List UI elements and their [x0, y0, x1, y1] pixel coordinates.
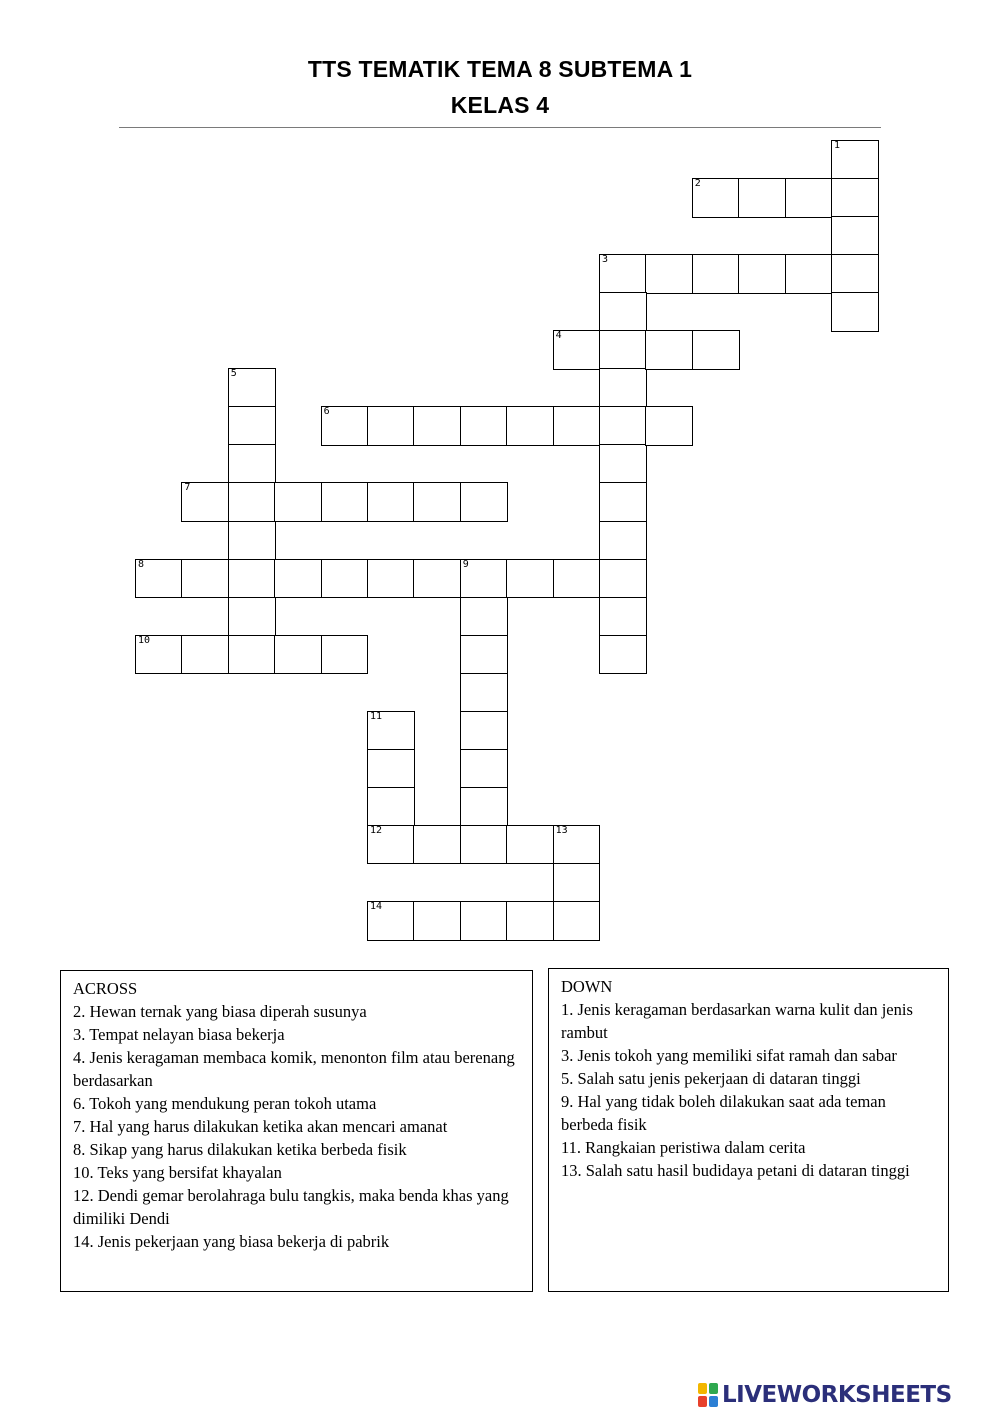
crossword-cell[interactable]	[367, 559, 415, 599]
clue-number: 13	[555, 824, 568, 836]
crossword-cell[interactable]	[506, 406, 554, 446]
crossword-cell[interactable]	[413, 559, 461, 599]
clue-number: 10	[138, 634, 151, 646]
crossword-cell[interactable]	[367, 787, 415, 827]
crossword-cell[interactable]	[553, 406, 601, 446]
crossword-cell[interactable]	[460, 559, 508, 599]
crossword-cell[interactable]	[645, 254, 693, 294]
crossword-cell[interactable]	[228, 597, 276, 637]
crossword-cell[interactable]	[135, 559, 183, 599]
crossword-cell[interactable]	[460, 673, 508, 713]
across-clue: 8. Sikap yang harus dilakukan ketika berbeda fisik	[73, 1140, 407, 1159]
across-clue: 3. Tempat nelayan biasa bekerja	[73, 1025, 285, 1044]
crossword-cell[interactable]	[413, 901, 461, 941]
down-heading: DOWN	[561, 977, 613, 996]
crossword-cell[interactable]	[274, 635, 322, 675]
clue-number: 3	[602, 254, 609, 266]
crossword-cell[interactable]	[553, 825, 601, 865]
crossword-cell[interactable]	[321, 559, 369, 599]
crossword-cell[interactable]	[553, 863, 601, 903]
clue-number: 8	[138, 558, 145, 570]
crossword-cell[interactable]	[599, 444, 647, 484]
crossword-cell[interactable]	[692, 178, 740, 218]
crossword-cell[interactable]	[831, 254, 879, 294]
worksheet-subtitle: KELAS 4	[450, 92, 550, 118]
down-clue: 9. Hal yang tidak boleh dilakukan saat ada teman berbeda fisik	[561, 1092, 886, 1134]
crossword-cell[interactable]	[785, 254, 833, 294]
crossword-cell[interactable]	[460, 597, 508, 637]
crossword-cell[interactable]	[460, 825, 508, 865]
crossword-cell[interactable]	[460, 711, 508, 751]
clue-number: 4	[555, 330, 562, 342]
crossword-cell[interactable]	[228, 444, 276, 484]
crossword-cell[interactable]	[599, 406, 647, 446]
clue-number: 14	[370, 901, 383, 912]
crossword-cell[interactable]	[738, 178, 786, 218]
crossword-cell[interactable]	[831, 292, 879, 332]
crossword-cell[interactable]	[460, 787, 508, 827]
clue-number: 11	[370, 710, 383, 722]
clue-number: 9	[462, 558, 469, 570]
crossword-cell[interactable]	[599, 254, 647, 294]
down-clue: 13. Salah satu hasil budidaya petani di dataran tinggi	[561, 1161, 910, 1180]
crossword-cell[interactable]	[460, 482, 508, 522]
across-clue: 12. Dendi gemar berolahraga bulu tangkis, maka benda khas yang dimiliki Dendi	[73, 1186, 509, 1228]
crossword-cell[interactable]	[413, 825, 461, 865]
crossword-cell[interactable]	[181, 482, 229, 522]
down-clue: 11. Rangkaian peristiwa dalam cerita	[561, 1138, 806, 1157]
clue-number: 12	[370, 824, 383, 836]
crossword-cell[interactable]	[367, 406, 415, 446]
across-clue: 2. Hewan ternak yang biasa diperah susunya	[73, 1002, 367, 1021]
crossword-cell[interactable]	[831, 178, 879, 218]
crossword-cell[interactable]	[692, 254, 740, 294]
crossword-cell[interactable]	[831, 216, 879, 256]
crossword-cell[interactable]	[413, 406, 461, 446]
crossword-cell[interactable]	[553, 559, 601, 599]
across-heading: ACROSS	[73, 979, 138, 998]
crossword-cell[interactable]	[785, 178, 833, 218]
crossword-cell[interactable]	[367, 825, 415, 865]
crossword-cell[interactable]	[506, 559, 554, 599]
crossword-cell[interactable]	[228, 482, 276, 522]
crossword-cell[interactable]	[367, 711, 415, 751]
crossword-cell[interactable]	[321, 406, 369, 446]
down-clue: 3. Jenis tokoh yang memiliki sifat ramah dan sabar	[561, 1046, 897, 1065]
crossword-cell[interactable]	[228, 368, 276, 408]
clue-number: 1	[834, 140, 841, 151]
crossword-cell[interactable]	[460, 901, 508, 941]
crossword-cell[interactable]	[599, 521, 647, 561]
crossword-cell[interactable]	[738, 254, 786, 294]
across-clue: 10. Teks yang bersifat khayalan	[73, 1163, 282, 1182]
down-clue: 5. Salah satu jenis pekerjaan di dataran tinggi	[561, 1069, 861, 1088]
liveworksheets-logo-icon	[697, 1382, 719, 1408]
crossword-cell[interactable]	[228, 521, 276, 561]
crossword-cell[interactable]	[692, 330, 740, 370]
crossword-cell[interactable]	[367, 482, 415, 522]
across-clue: 6. Tokoh yang mendukung peran tokoh utama	[73, 1094, 377, 1113]
crossword-cell[interactable]	[367, 901, 415, 941]
clue-number: 7	[184, 482, 191, 494]
across-clue: 14. Jenis pekerjaan yang biasa bekerja di pabrik	[73, 1232, 390, 1251]
crossword-cell[interactable]	[645, 406, 693, 446]
worksheet-title: TTS TEMATIK TEMA 8 SUBTEMA 1	[307, 56, 693, 82]
crossword-cell[interactable]	[553, 901, 601, 941]
clue-number: 6	[323, 406, 330, 418]
crossword-cell[interactable]	[274, 559, 322, 599]
across-clues-box	[60, 970, 533, 1292]
down-clue-list	[561, 998, 936, 1182]
logo-text: LIVEWORKSHEETS	[722, 1382, 952, 1408]
down-clue: 1. Jenis keragaman berdasarkan warna kulit dan jenis rambut	[561, 1000, 913, 1042]
crossword-cell[interactable]	[645, 330, 693, 370]
clue-number: 5	[230, 368, 237, 380]
crossword-cell[interactable]	[599, 368, 647, 408]
crossword-cell[interactable]	[413, 482, 461, 522]
across-clue: 7. Hal yang harus dilakukan ketika akan mencari amanat	[73, 1117, 448, 1136]
crossword-cell[interactable]	[460, 635, 508, 675]
clue-number: 2	[694, 178, 701, 190]
crossword-cell[interactable]	[599, 292, 647, 332]
across-clue: 4. Jenis keragaman membaca komik, menonton film atau berenang berdasarkan	[73, 1048, 515, 1090]
crossword-cell[interactable]	[831, 140, 879, 180]
crossword-cell[interactable]	[321, 482, 369, 522]
crossword-cell[interactable]	[181, 559, 229, 599]
crossword-cell[interactable]	[599, 635, 647, 675]
crossword-cell[interactable]	[599, 559, 647, 599]
crossword-cell[interactable]	[506, 901, 554, 941]
crossword-cell[interactable]	[228, 635, 276, 675]
crossword-cell[interactable]	[367, 749, 415, 789]
crossword-cell[interactable]	[506, 825, 554, 865]
across-clue-list	[73, 1000, 520, 1253]
crossword-cell[interactable]	[135, 635, 183, 675]
crossword-cell[interactable]	[553, 330, 601, 370]
crossword-cell[interactable]	[599, 597, 647, 637]
crossword-cell[interactable]	[228, 406, 276, 446]
crossword-cell[interactable]	[599, 330, 647, 370]
liveworksheets-logo	[697, 1380, 952, 1410]
crossword-cell[interactable]	[321, 635, 369, 675]
crossword-cell[interactable]	[228, 559, 276, 599]
crossword-cell[interactable]	[599, 482, 647, 522]
crossword-cell[interactable]	[460, 749, 508, 789]
crossword-cell[interactable]	[274, 482, 322, 522]
down-clues-box	[548, 968, 949, 1292]
crossword-cell[interactable]	[181, 635, 229, 675]
crossword-cell[interactable]	[460, 406, 508, 446]
